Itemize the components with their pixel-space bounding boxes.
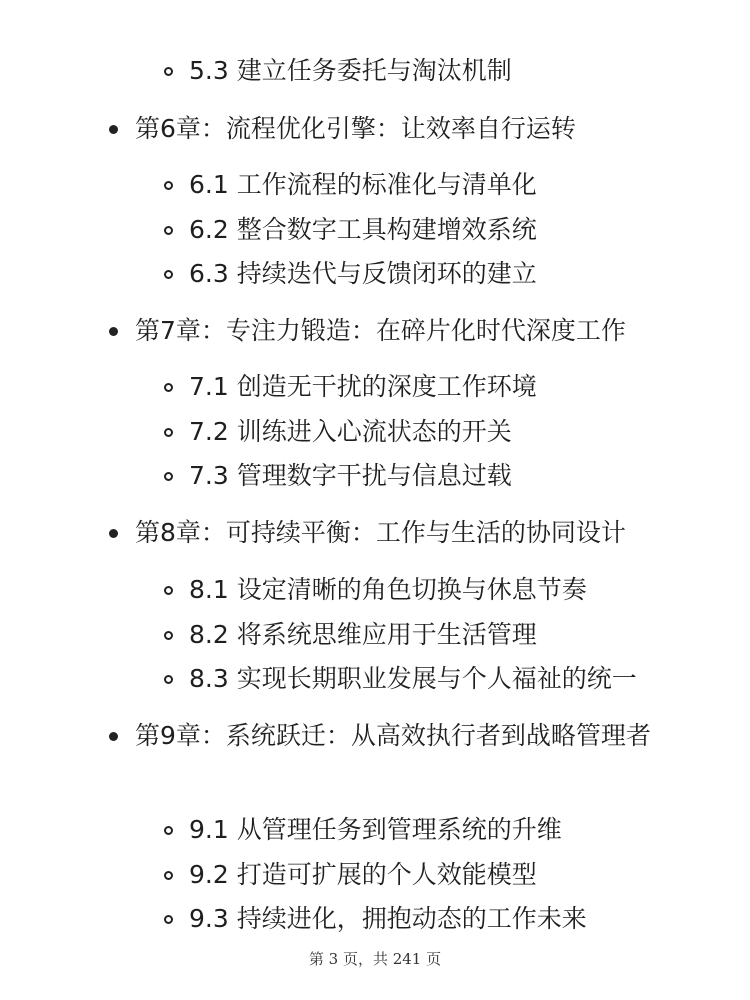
toc-section-6-3: 6.3 持续迭代与反馈闭环的建立 <box>189 259 537 288</box>
hollow-bullet-icon <box>164 181 173 190</box>
hollow-bullet-icon <box>164 383 173 392</box>
toc-section-8-1: 8.1 设定清晰的角色切换与休息节奏 <box>189 575 587 604</box>
hollow-bullet-icon <box>164 428 173 437</box>
hollow-bullet-icon <box>164 915 173 924</box>
bullet-icon <box>109 732 118 741</box>
toc-chapter-8: 第8章：可持续平衡：工作与生活的协同设计 <box>135 518 626 547</box>
bullet-icon <box>109 327 118 336</box>
hollow-bullet-icon <box>164 826 173 835</box>
hollow-bullet-icon <box>164 226 173 235</box>
bullet-icon <box>109 125 118 134</box>
toc-section-9-3: 9.3 持续进化，拥抱动态的工作未来 <box>189 904 587 933</box>
hollow-bullet-icon <box>164 586 173 595</box>
toc-section-5-3: 5.3 建立任务委托与淘汰机制 <box>189 56 512 85</box>
bullet-icon <box>109 529 118 538</box>
toc-section-7-2: 7.2 训练进入心流状态的开关 <box>189 417 512 446</box>
hollow-bullet-icon <box>164 675 173 684</box>
toc-section-8-2: 8.2 将系统思维应用于生活管理 <box>189 620 537 649</box>
page-number: 第 3 页，共 241 页 <box>308 950 442 968</box>
toc-chapter-9: 第9章：系统跃迁：从高效执行者到战略管理者 <box>135 721 651 750</box>
toc-section-9-1: 9.1 从管理任务到管理系统的升维 <box>189 815 562 844</box>
hollow-bullet-icon <box>164 270 173 279</box>
toc-section-7-1: 7.1 创造无干扰的深度工作环境 <box>189 372 537 401</box>
toc-section-7-3: 7.3 管理数字干扰与信息过载 <box>189 461 512 490</box>
toc-section-9-2: 9.2 打造可扩展的个人效能模型 <box>189 860 537 889</box>
toc-chapter-6: 第6章：流程优化引擎：让效率自行运转 <box>135 114 576 143</box>
toc-chapter-7: 第7章：专注力锻造：在碎片化时代深度工作 <box>135 316 626 345</box>
toc-section-6-1: 6.1 工作流程的标准化与清单化 <box>189 170 537 199</box>
hollow-bullet-icon <box>164 871 173 880</box>
toc-section-8-3: 8.3 实现长期职业发展与个人福祉的统一 <box>189 664 637 693</box>
hollow-bullet-icon <box>164 472 173 481</box>
hollow-bullet-icon <box>164 631 173 640</box>
hollow-bullet-icon <box>164 67 173 76</box>
toc-section-6-2: 6.2 整合数字工具构建增效系统 <box>189 215 537 244</box>
